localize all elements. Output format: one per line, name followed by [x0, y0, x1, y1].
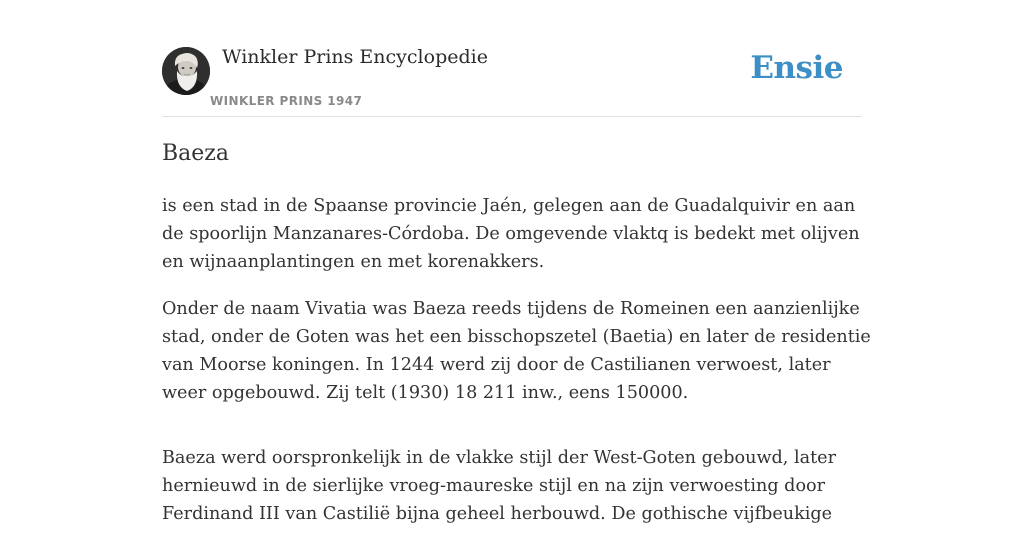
site-header [162, 0, 862, 117]
site-title[interactable]: Winkler Prins Encyclopedie [222, 46, 488, 68]
page-container [162, 0, 871, 524]
bearded-man-portrait-icon [162, 47, 210, 95]
article-paragraph: Baeza werd oorspronkelijk in de vlakke stijl der West-Goten gebouwd, later hernieuwd in de sierlijke vroeg-maureske stijl en na zijn verwoesting door Ferdinand III van Castilië bijna geheel herbouwd. De gothische vijfbeukige [162, 448, 836, 524]
article-paragraph: is een stad in de Spaanse provincie Jaén, gelegen aan de Guadalquivir en aan de spoorlijn Manzanares-Córdoba. De omgevende vlaktq is bedekt met olijven en wijnaanplantingen en met korenakkers. [162, 196, 860, 272]
article-title: Baeza [162, 141, 230, 166]
site-subtitle[interactable]: WINKLER PRINS 1947 [210, 94, 363, 108]
article-body [162, 192, 872, 547]
brand-logo[interactable]: Ensie [750, 50, 843, 86]
avatar[interactable] [162, 47, 210, 95]
article-paragraph: Onder de naam Vivatia was Baeza reeds tijdens de Romeinen een aanzienlijke stad, onder de Goten was het een bisschopszetel (Baetia) en later de residentie van Moorse koningen. In 1244 werd zij door de Castilianen verwoest, later weer opgebouwd. Zij telt (1930) 18 211 inw., eens 150000. [162, 299, 871, 403]
